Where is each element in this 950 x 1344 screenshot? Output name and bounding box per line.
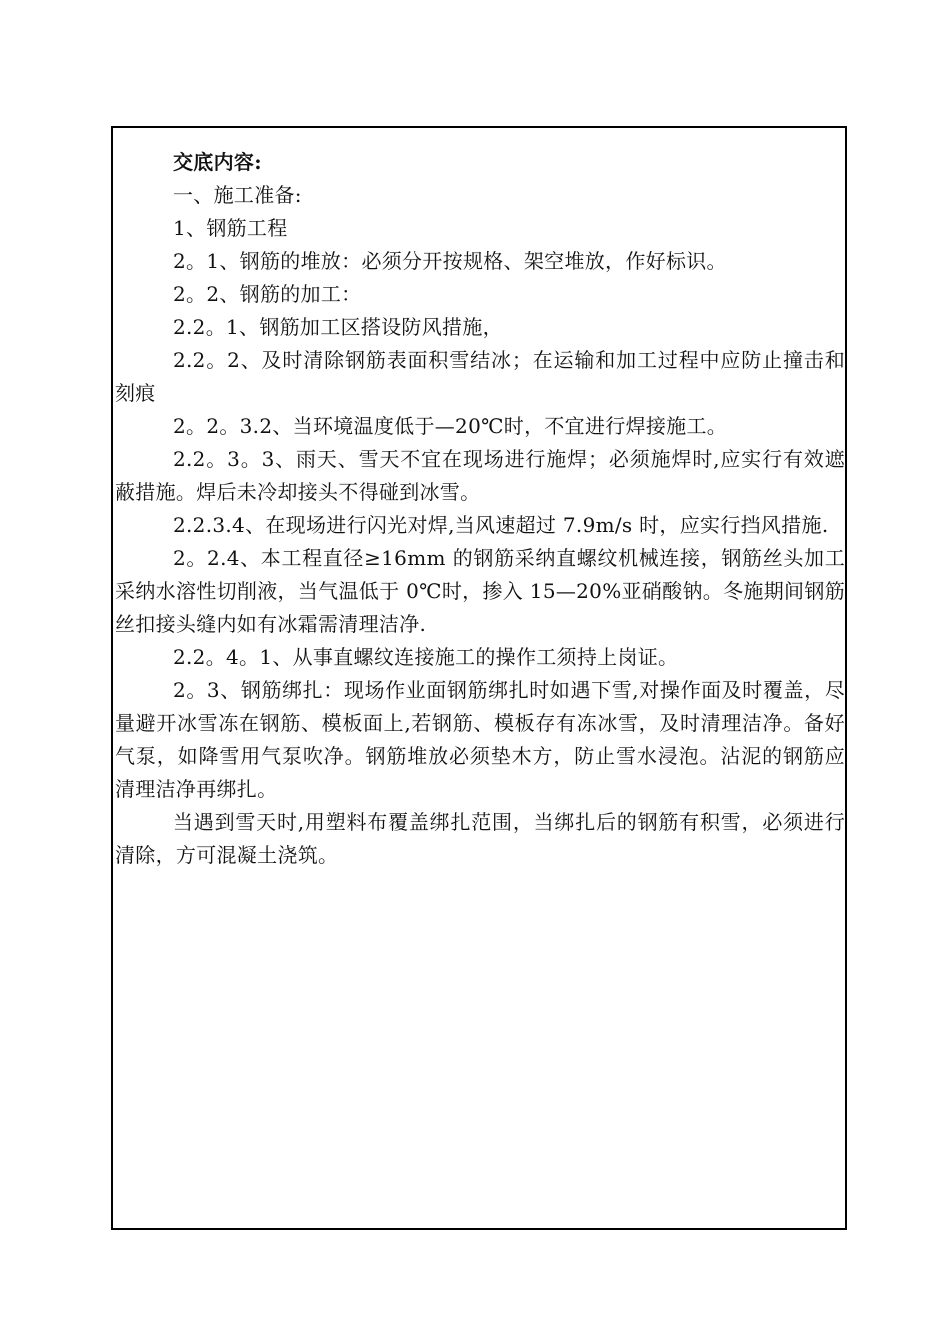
paragraph: 2.2.3.4、在现场进行闪光对焊,当风速超过 7.9m/s 时，应实行挡风措施. bbox=[173, 513, 829, 537]
document-title: 交底内容: bbox=[173, 150, 262, 174]
paragraph: 1、钢筋工程 bbox=[173, 216, 288, 240]
content-frame bbox=[111, 126, 847, 1230]
paragraph: 2。3、钢筋绑扎：现场作业面钢筋绑扎时如遇下雪,对操作面及时覆盖，尽量避开冰雪冻在钢筋、模板面上,若钢筋、模板存有冻冰雪，及时清理洁净。备好气泵，如降雪用气泵吹净。钢筋堆放必须垫木方，防止雪水浸泡。沾泥的钢筋应清理洁净再绑扎。 bbox=[115, 678, 845, 801]
paragraph: 当遇到雪天时,用塑料布覆盖绑扎范围，当绑扎后的钢筋有积雪，必须进行清除，方可混凝土浇筑。 bbox=[115, 810, 845, 867]
paragraph: 一、施工准备: bbox=[173, 183, 302, 207]
paragraph: 2。2、钢筋的加工： bbox=[173, 282, 362, 306]
paragraph: 2.2。4。1、从事直螺纹连接施工的操作工须持上岗证。 bbox=[173, 645, 679, 669]
paragraph: 2。2。3.2、当环境温度低于—20℃时，不宜进行焊接施工。 bbox=[173, 414, 728, 438]
paragraph: 2.2。3。3、雨天、雪天不宜在现场进行施焊；必须施焊时,应实行有效遮蔽措施。焊后未冷却接头不得碰到冰雪。 bbox=[115, 447, 845, 504]
paragraph: 2.2。1、钢筋加工区搭设防风措施， bbox=[173, 315, 503, 339]
paragraph: 2.2。2、及时清除钢筋表面积雪结冰；在运输和加工过程中应防止撞击和刻痕 bbox=[115, 348, 845, 405]
paragraph: 2。2.4、本工程直径≥16mm 的钢筋采纳直螺纹机械连接，钢筋丝头加工采纳水溶性切削液，当气温低于 0℃时，掺入 15—20%亚硝酸钠。冬施期间钢筋丝扣接头缝内如有冰霜需清理洁净. bbox=[115, 546, 845, 636]
document-body bbox=[115, 146, 845, 872]
paragraph: 2。1、钢筋的堆放：必须分开按规格、架空堆放，作好标识。 bbox=[173, 249, 727, 273]
